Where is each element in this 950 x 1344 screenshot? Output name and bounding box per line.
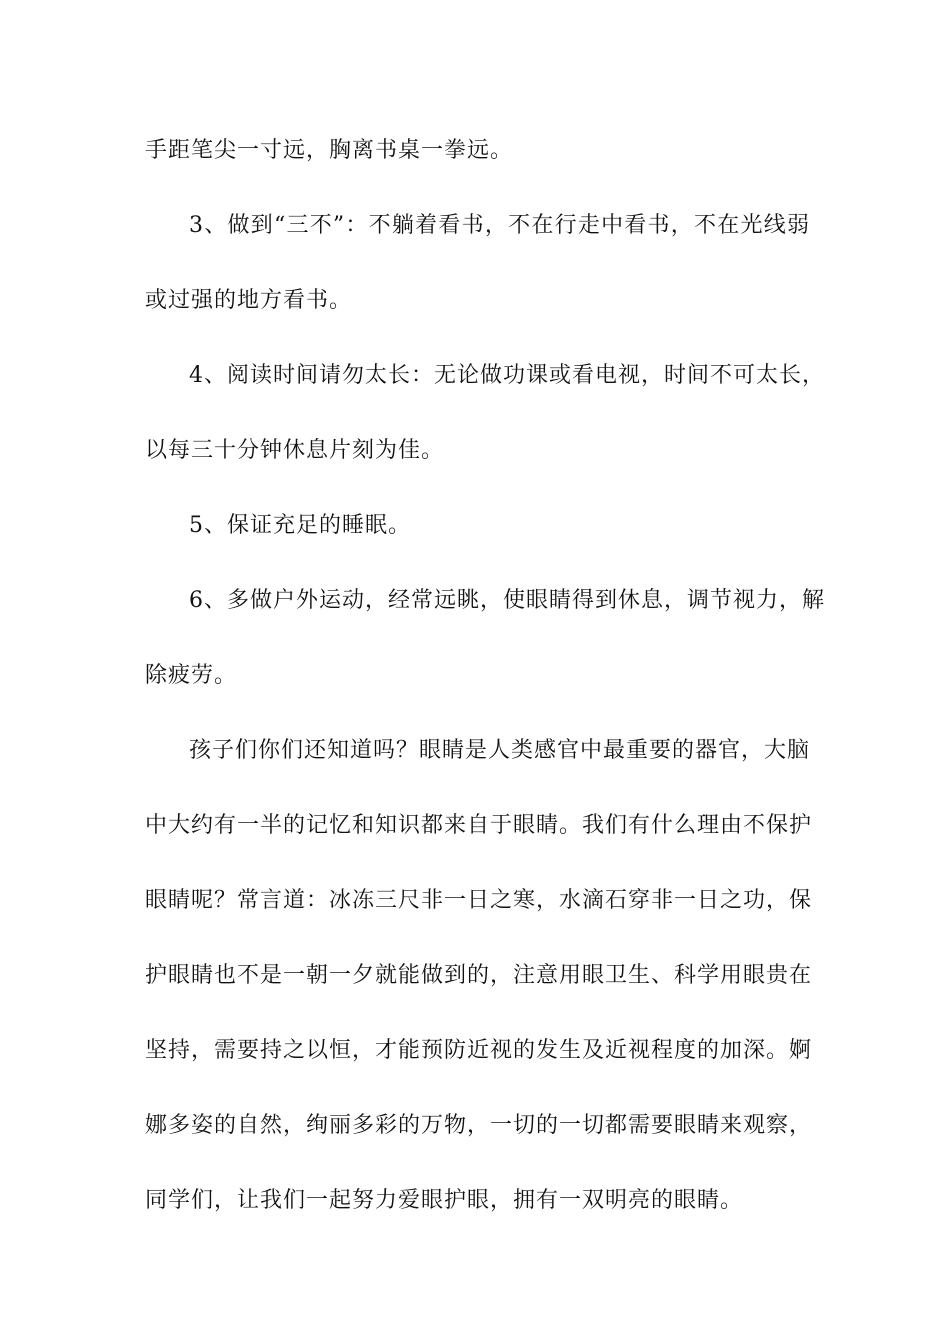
list-item-5: 5、保证充足的睡眠。 xyxy=(189,513,411,538)
paragraph-line: 眼睛呢？常言道：冰冻三尺非一日之寒，水滴石穿非一日之功，保 xyxy=(145,888,813,913)
paragraph-line: 坚持，需要持之以恒，才能预防近视的发生及近视程度的加深。婀 xyxy=(145,1038,813,1063)
paragraph-line: 孩子们你们还知道吗？眼睛是人类感官中最重要的器官，大脑 xyxy=(189,738,811,763)
list-item-3-line-2: 或过强的地方看书。 xyxy=(145,288,353,313)
list-item-3-line-1: 3、做到“三不”：不躺着看书，不在行走中看书，不在光线弱 xyxy=(189,213,810,238)
text-line: 手距笔尖一寸远，胸离书桌一拳远。 xyxy=(145,138,514,163)
paragraph-line: 护眼睛也不是一朝一夕就能做到的，注意用眼卫生、科学用眼贵在 xyxy=(145,963,813,988)
paragraph-line: 同学们，让我们一起努力爱眼护眼，拥有一双明亮的眼睛。 xyxy=(145,1188,744,1213)
list-item-4-line-1: 4、阅读时间请勿太长：无论做功课或看电视，时间不可太长， xyxy=(189,363,825,388)
list-item-6-line-1: 6、多做户外运动，经常远眺，使眼睛得到休息，调节视力，解 xyxy=(189,588,825,613)
paragraph-line: 娜多姿的自然，绚丽多彩的万物，一切的一切都需要眼睛来观察， xyxy=(145,1113,813,1138)
list-item-6-line-2: 除疲劳。 xyxy=(145,663,238,688)
list-item-4-line-2: 以每三十分钟休息片刻为佳。 xyxy=(145,438,445,463)
paragraph-line: 中大约有一半的记忆和知识都来自于眼睛。我们有什么理由不保护 xyxy=(145,813,813,838)
